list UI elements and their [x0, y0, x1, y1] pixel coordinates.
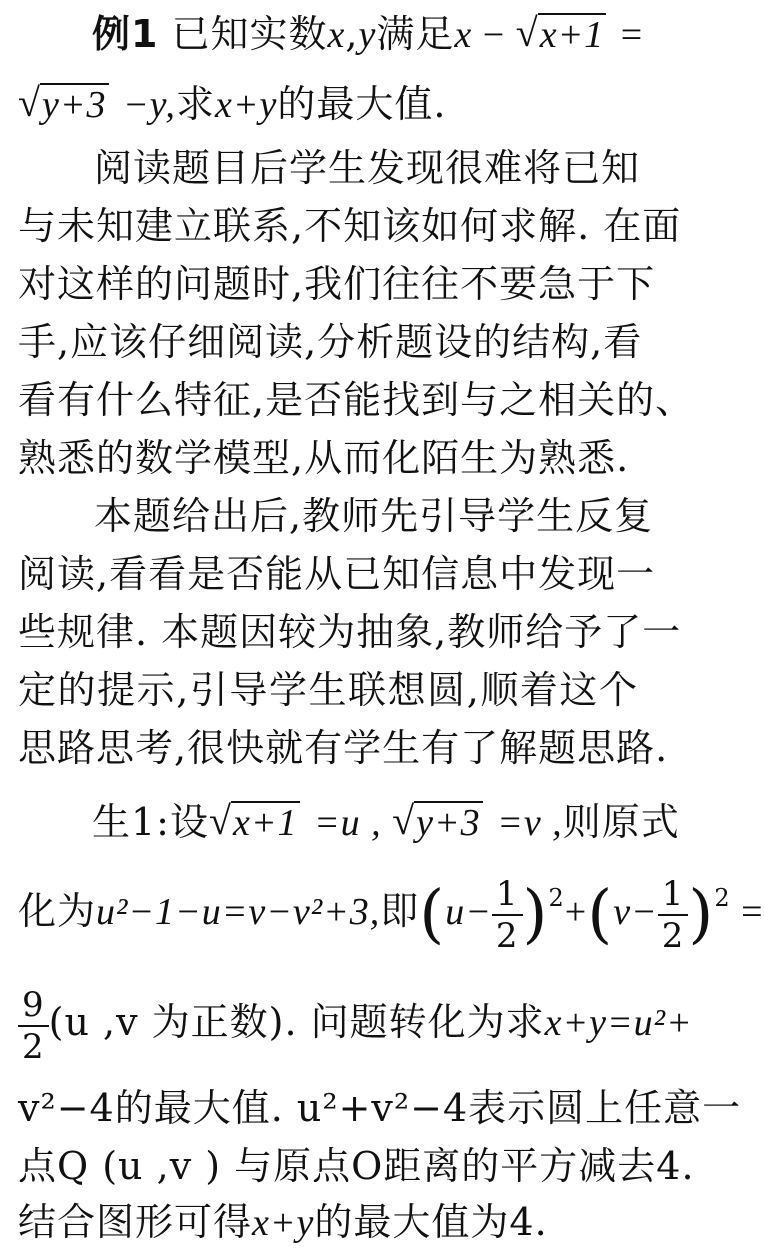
student-huawei: 化为: [18, 889, 97, 933]
student-line-4: v²−4的最大值. u²+v²−4表示圆上任意一: [18, 1086, 742, 1130]
student-end: 的最大值为4.: [314, 1200, 548, 1244]
example-label: 例1: [92, 12, 159, 56]
fraction-nine-half: $\frac{9}{2}$: [18, 985, 49, 1067]
student-line-2: 化为u²−1−u=v−v²+3,即(u− $\frac{1}{2}$ )$^2$+(v− $\frac{1}{2}$ )$^2$ =: [18, 873, 764, 956]
example-qiu: 求: [175, 82, 215, 126]
var-xy: x+y: [214, 84, 278, 126]
var-x-2: x: [454, 14, 473, 56]
para2-line-1: 本题给出后,教师先引导学生反复: [94, 494, 654, 538]
equation-2: u²−1−u=v−v²+3,: [96, 891, 381, 933]
para2-line-3: 些规律. 本题因较为抽象,教师给予了一: [18, 610, 682, 654]
student-text-1: 则原式: [562, 800, 680, 844]
fraction-half-1: $\frac{1}{2}$: [492, 874, 523, 956]
example-line-2: [18, 78, 638, 131]
student-label: 生1:设: [92, 800, 209, 844]
radicand-x1: x+1: [539, 14, 605, 56]
var-x: x: [327, 14, 346, 56]
example-end: 的最大值.: [277, 82, 447, 126]
student-line-5: 点Q (u ,v ) 与原点O距离的平方减去4.: [18, 1144, 695, 1188]
para2-line-2: 阅读,看看是否能从已知信息中发现一: [18, 552, 656, 596]
student-line-1: [18, 796, 680, 849]
para1-line-4: 手,应该仔细阅读,分析题设的结构,看: [18, 320, 643, 364]
eq-u: =u ,: [303, 802, 393, 844]
sqrt-x1-b: √ x+1: [208, 798, 298, 844]
example-text: 已知实数: [158, 12, 328, 56]
sqrt-y3: √ y+3: [18, 80, 107, 126]
radicand-u: x+1: [232, 802, 298, 844]
minus-y: −y,: [112, 84, 176, 126]
var-y: y: [358, 14, 377, 56]
student-text-6: 结合图形可得: [18, 1200, 253, 1244]
eq-v: =v ,: [486, 802, 563, 844]
equals-sign: =: [610, 14, 644, 56]
student-ji: 即: [380, 889, 420, 933]
sqrt-y3-b: √ y+3: [392, 798, 481, 844]
equation-3: x+y=u²+: [544, 1002, 693, 1044]
para1-line-1: 阅读题目后学生发现很难将已知: [94, 146, 641, 190]
minus-sign: −: [472, 14, 516, 56]
comma: ,: [345, 12, 359, 56]
para2-line-5: 思路思考,很快就有学生有了解题思路.: [18, 726, 669, 770]
student-line-3: [18, 978, 693, 1067]
para1-line-6: 熟悉的数学模型,从而化陌生为熟悉.: [18, 436, 630, 480]
radicand-y3: y+3: [42, 84, 107, 126]
example-text-2: 满足: [376, 12, 455, 56]
para2-line-4: 定的提示,引导学生联想圆,顺着这个: [18, 668, 638, 712]
radicand-v: y+3: [416, 802, 481, 844]
var-xy-2: x+y: [252, 1202, 315, 1244]
fraction-half-2: $\frac{1}{2}$: [658, 874, 689, 956]
student-text-3: (u ,v 为正数). 问题转化为求: [48, 1000, 545, 1044]
para1-line-2: 与未知建立联系,不知该如何求解. 在面: [18, 204, 682, 248]
para1-line-5: 看有什么特征,是否能找到与之相关的、: [18, 378, 695, 422]
sqrt-x1: √ x+1: [515, 10, 605, 56]
para1-line-3: 对这样的问题时,我们往往不要急于下: [18, 262, 656, 306]
student-line-6: [18, 1196, 638, 1249]
example-line-1: [18, 8, 644, 61]
